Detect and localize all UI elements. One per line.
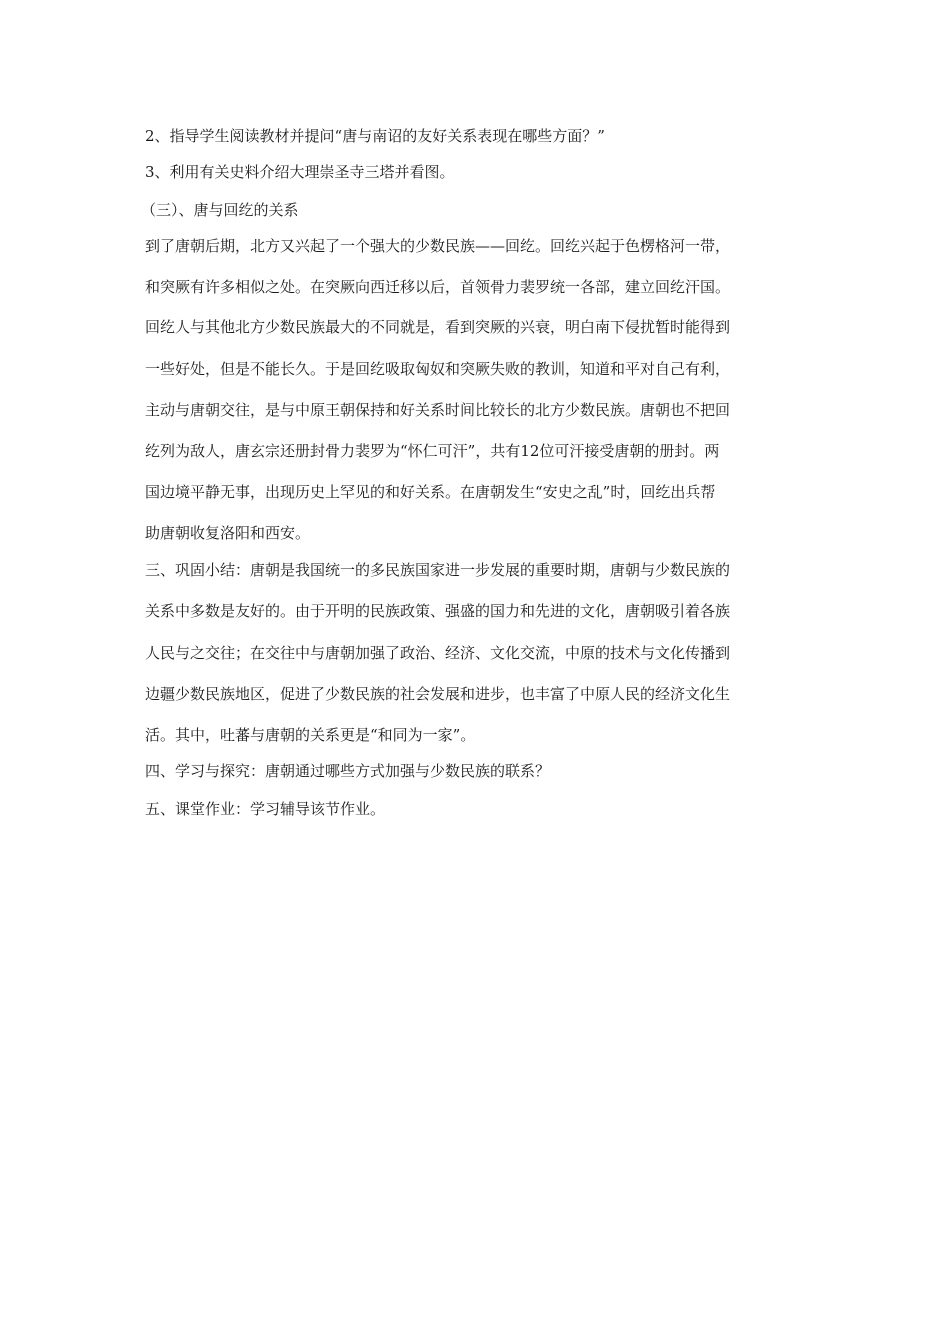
text-line: 助唐朝收复洛阳和西安。 (145, 524, 311, 542)
text-line: 2、指导学生阅读教材并提问“唐与南诏的友好关系表现在哪些方面？” (145, 127, 605, 145)
text-line: 和突厥有许多相似之处。在突厥向西迁移以后，首领骨力裴罗统一各部，建立回纥汗国。 (145, 278, 731, 296)
text-line: 3、利用有关史料介绍大理崇圣寺三塔并看图。 (145, 163, 455, 181)
text-line: 回纥人与其他北方少数民族最大的不同就是，看到突厥的兴衰，明白南下侵扰暂时能得到 (145, 318, 731, 336)
text-line: 纥列为敌人，唐玄宗还册封骨力裴罗为“怀仁可汗”，共有12位可汗接受唐朝的册封。两 (145, 442, 720, 460)
text-line: 人民与之交往；在交往中与唐朝加强了政治、经济、文化交流，中原的技术与文化传播到 (145, 644, 731, 662)
section-heading: （三）、唐与回纥的关系 (141, 201, 299, 219)
text-line: 到了唐朝后期，北方又兴起了一个强大的少数民族——回纥。回纥兴起于色楞格河一带， (145, 237, 731, 255)
text-line: 活。其中，吐蕃与唐朝的关系更是“和同为一家”。 (145, 726, 476, 744)
text-line: 主动与唐朝交往，是与中原王朝保持和好关系时间比较长的北方少数民族。唐朝也不把回 (145, 401, 731, 419)
text-line: 五、课堂作业：学习辅导该节作业。 (145, 800, 386, 818)
text-line: 三、巩固小结：唐朝是我国统一的多民族国家进一步发展的重要时期，唐朝与少数民族的 (145, 561, 731, 579)
text-line: 四、学习与探究：唐朝通过哪些方式加强与少数民族的联系？ (145, 762, 551, 780)
text-line: 边疆少数民族地区，促进了少数民族的社会发展和进步，也丰富了中原人民的经济文化生 (145, 685, 731, 703)
text-line: 一些好处，但是不能长久。于是回纥吸取匈奴和突厥失败的教训，知道和平对自己有利， (145, 360, 731, 378)
text-line: 关系中多数是友好的。由于开明的民族政策、强盛的国力和先进的文化，唐朝吸引着各族 (145, 602, 731, 620)
text-line: 国边境平静无事，出现历史上罕见的和好关系。在唐朝发生“安史之乱”时，回纥出兵帮 (145, 483, 716, 501)
